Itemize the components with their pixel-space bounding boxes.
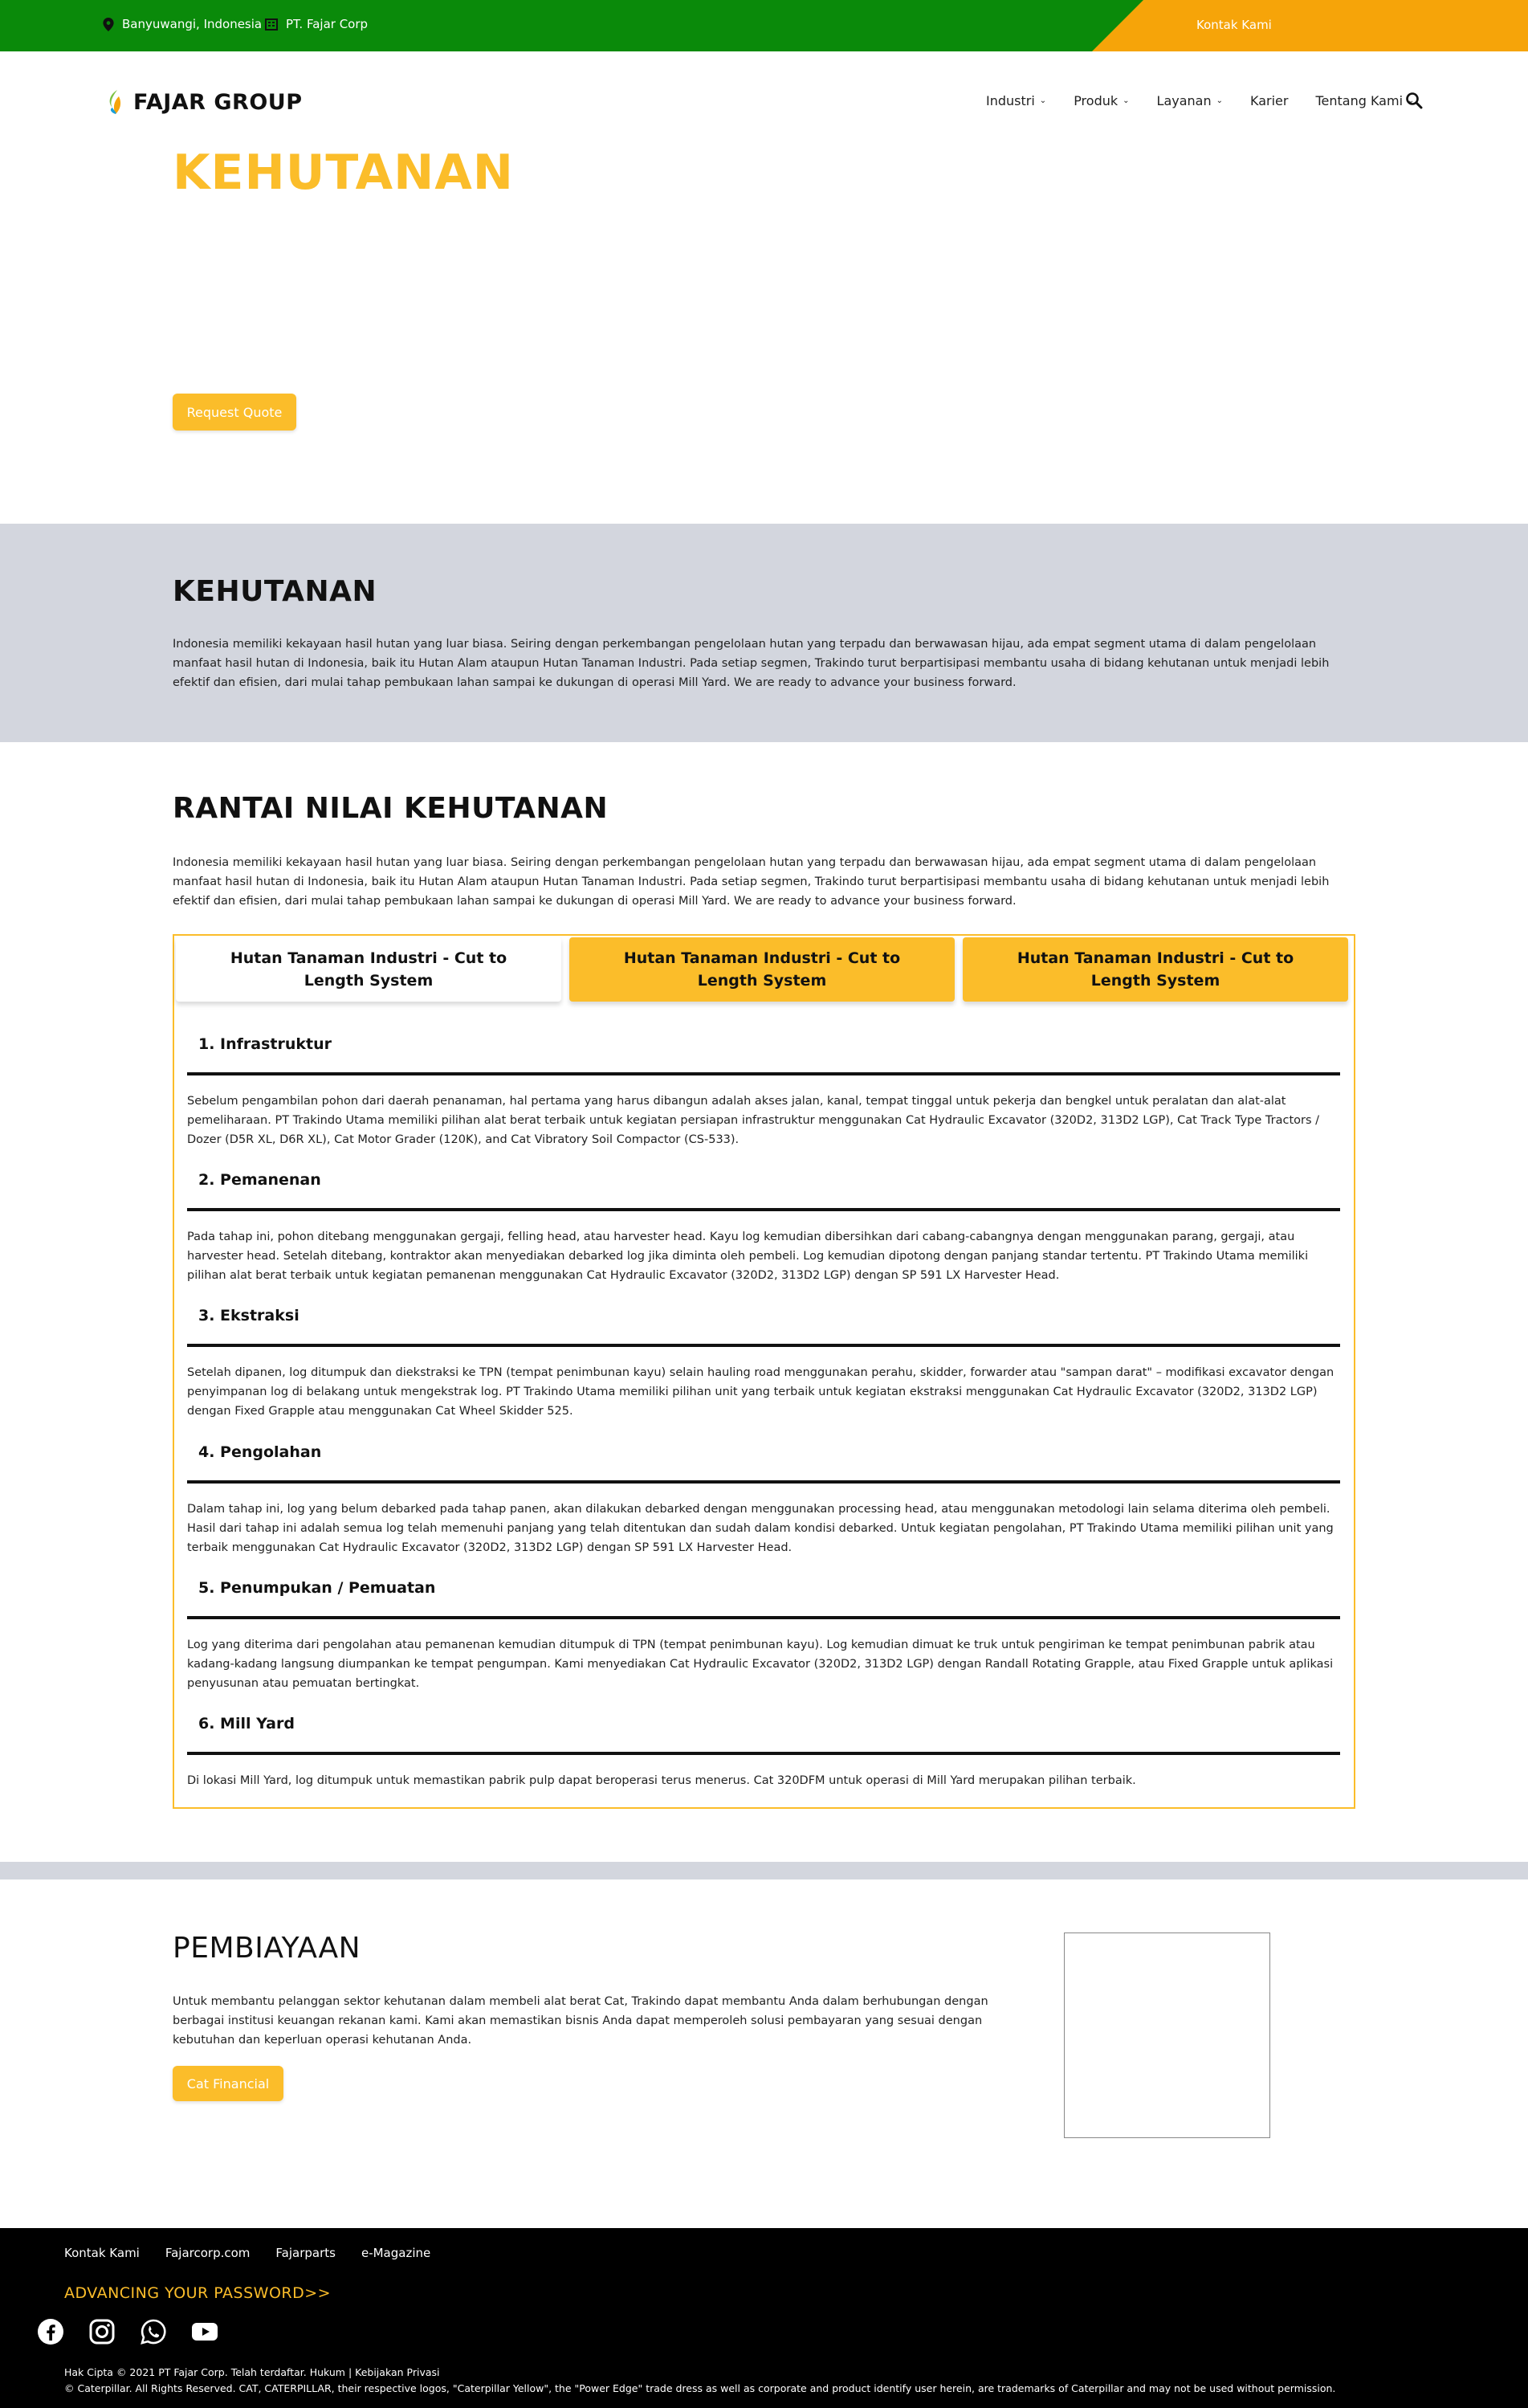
company-text: PT. Fajar Corp (286, 17, 369, 31)
value-chain-tabs (173, 934, 1355, 1809)
footer-links (64, 2246, 430, 2260)
menu-karier[interactable] (1250, 93, 1288, 108)
tab-cut-to-length-3[interactable]: Hutan Tanaman Industri - Cut to Length System (963, 937, 1348, 1002)
top-bar (0, 0, 1528, 51)
divider (187, 1208, 1340, 1211)
intro-section (0, 524, 1528, 742)
chevron-down-icon: ⌄ (1039, 96, 1047, 105)
step-heading: 5. Penumpukan / Pemuatan (198, 1579, 436, 1597)
divider (187, 1344, 1340, 1347)
contact-panel (1092, 0, 1528, 51)
cat-financial-button[interactable]: Cat Financial (173, 2066, 283, 2101)
intro-title: KEHUTANAN (173, 575, 377, 608)
footer-tagline[interactable]: ADVANCING YOUR PASSWORD>> (64, 2284, 332, 2302)
logo-text: FAJAR GROUP (133, 89, 303, 115)
tab-cut-to-length-2[interactable]: Hutan Tanaman Industri - Cut to Length System (569, 937, 955, 1002)
footer-link-fajarparts[interactable]: Fajarparts (275, 2246, 336, 2260)
building-icon (265, 18, 278, 31)
chevron-down-icon: ⌄ (1408, 96, 1415, 105)
search-icon[interactable] (1405, 92, 1423, 109)
social-icons (37, 2318, 218, 2345)
footer-link-emagazine[interactable]: e-Magazine (361, 2246, 431, 2260)
financing-image (1064, 1933, 1270, 2138)
step-text: Setelah dipanen, log ditumpuk dan diekstraksi ke TPN (tempat penimbunan kayu) selain hauling road menggunakan perahu, skidder, forwarder atau "sampan darat" – modifikasi excavator dengan penyimpanan log di belakang untuk mengekstrak log. PT Trakindo Utama memiliki pilihan unit yang terbaik untuk kegiatan ekstraksi menggunakan Cat Hydraulic Excavator (320D2, 313D2 LGP) dengan Fixed Grapple atau menggunakan Cat Wheel Skidder 525. (187, 1366, 1334, 1418)
step-text: Log yang diterima dari pengolahan atau pemanenan kemudian ditumpuk di TPN (tempat penimbunan kayu). Log kemudian dimuat ke truk untuk pengiriman ke tempat penimbunan pabrik atau kadang-kadang langsung diumpankan ke tempat pengumpan. Kami menyediakan Cat Hydraulic Excavator (320D2, 313D2 LGP) dengan Randall Rotating Grapple, atau Fixed Grapple untuk aplikasi penyusunan atau pemuatan bertingkat. (187, 1639, 1334, 1690)
trademark-notice: © Caterpillar. All Rights Reserved. CAT, CATERPILLAR, their respective logos, "Caterpillar Yellow", the "Power Edge" trade dress as well as corporate and product identify user herein, are trademarks of Caterpillar and may not be used without permission. (64, 2382, 1336, 2394)
chevron-down-icon: ⌄ (1216, 96, 1223, 105)
map-pin-icon (103, 18, 114, 31)
tab-cut-to-length-1[interactable]: Hutan Tanaman Industri - Cut to Length System (176, 937, 561, 1002)
company (265, 17, 368, 31)
chevron-down-icon: ⌄ (1123, 96, 1130, 105)
menu-label: Layanan (1156, 93, 1212, 108)
menu-tentang-kami[interactable] (1315, 93, 1414, 108)
menu-label: Tentang Kami (1315, 93, 1404, 108)
menu-produk[interactable] (1074, 93, 1129, 108)
step-heading: 3. Ekstraksi (198, 1307, 299, 1324)
instagram-icon[interactable] (88, 2318, 116, 2345)
whatsapp-icon[interactable] (140, 2318, 167, 2345)
menu-layanan[interactable] (1157, 93, 1223, 108)
step-text: Pada tahap ini, pohon ditebang menggunakan gergaji, felling head, atau harvester head. Kayu log kemudian dibersihkan dari cabang-cabangnya dengan menggunakan parang, gergaji, atau harvester head. Setelah ditebang, kontraktor akan menyediakan debarked log jika diminta oleh pembeli. Log kemudian dipotong dengan panjang standar tertentu. PT Trakindo Utama memiliki pilihan alat berat terbaik untuk kegiatan pemanenan menggunakan Cat Hydraulic Excavator (320D2, 313D2 LGP) dengan SP 591 LX Harvester Head. (187, 1231, 1309, 1282)
location-text: Banyuwangi, Indonesia (122, 17, 263, 31)
step-text: Dalam tahap ini, log yang belum debarked pada tahap panen, akan dilakukan debarked dengan menggunakan processing head, atau menggunakan metodologi lain selama diterima oleh pembeli. Hasil dari tahap ini adalah semua log telah memenuhi panjang yang telah ditentukan dan sudah dalam kondisi debarked. Untuk kegiatan pengolahan, PT Trakindo Utama memiliki pilihan unit yang terbaik menggunakan Cat Hydraulic Excavator (320D2, 313D2 LGP) dengan SP 591 LX Harvester Head. (187, 1503, 1334, 1554)
value-chain-text: Indonesia memiliki kekayaan hasil hutan yang luar biasa. Seiring dengan perkembangan pengelolaan hutan yang terpadu dan berwawasan hijau, ada empat segment utama di dalam pengelolaan manfaat hasil hutan di Indonesia, baik itu Hutan Alam ataupun Hutan Tanaman Industri. Pada setiap segmen, Trakindo turut berpartisipasi membantu usaha di bidang kehutanan untuk menjadi lebih efektif dan efisien, dari mulai tahap pembukaan lahan sampai ke dukungan di operasi Mill Yard. We are ready to advance your business forward. (173, 856, 1330, 908)
intro-text: Indonesia memiliki kekayaan hasil hutan yang luar biasa. Seiring dengan perkembangan pengelolaan hutan yang terpadu dan berwawasan hijau, ada empat segment utama di dalam pengelolaan manfaat hasil hutan di Indonesia, baik itu Hutan Alam ataupun Hutan Tanaman Industri. Pada setiap segmen, Trakindo turut berpartisipasi membantu usaha di bidang kehutanan untuk menjadi lebih efektif dan efisien, dari mulai tahap pembukaan lahan sampai ke dukungan di operasi Mill Yard. We are ready to advance your business forward. (173, 638, 1330, 689)
hero-title: KEHUTANAN (173, 145, 514, 201)
main-menu (986, 93, 1414, 108)
divider (187, 1480, 1340, 1484)
location (103, 17, 262, 31)
contact-link[interactable]: Kontak Kami (1196, 18, 1272, 32)
menu-label: Karier (1250, 93, 1289, 108)
menu-label: Industri (986, 93, 1035, 108)
footer-link-fajarcorp[interactable]: Fajarcorp.com (165, 2246, 251, 2260)
footer (0, 2228, 1528, 2408)
step-heading: 1. Infrastruktur (198, 1035, 332, 1053)
logo-mark-icon (104, 88, 125, 116)
divider (187, 1072, 1340, 1075)
value-chain-title: RANTAI NILAI KEHUTANAN (173, 792, 609, 825)
copyright: Hak Cipta © 2021 PT Fajar Corp. Telah terdaftar. Hukum | Kebijakan Privasi (64, 2366, 440, 2378)
step-heading: 2. Pemanenan (198, 1171, 321, 1189)
step-heading: 4. Pengolahan (198, 1443, 322, 1461)
navbar (0, 51, 1528, 156)
section-divider-band (0, 1862, 1528, 1879)
step-heading: 6. Mill Yard (198, 1715, 295, 1733)
step-text: Di lokasi Mill Yard, log ditumpuk untuk memastikan pabrik pulp dapat beroperasi terus menerus. Cat 320DFM untuk operasi di Mill Yard merupakan pilihan terbaik. (187, 1774, 1136, 1787)
facebook-icon[interactable] (37, 2318, 64, 2345)
step-text: Sebelum pengambilan pohon dari daerah penanaman, hal pertama yang harus dibangun adalah akses jalan, kanal, tempat tinggal untuk pekerja dan bengkel untuk peralatan dan alat-alat pemeliharaan. PT Trakindo Utama memiliki pilihan alat berat terbaik untuk kegiatan persiapan infrastruktur menggunakan Cat Hydraulic Excavator (320D2, 313D2 LGP), Cat Track Type Tractors / Dozer (D5R XL, D6R XL), Cat Motor Grader (120K), and Cat Vibratory Soil Compactor (CS-533). (187, 1095, 1320, 1146)
divider (187, 1752, 1340, 1755)
divider (187, 1616, 1340, 1619)
footer-link-kontak[interactable]: Kontak Kami (64, 2246, 140, 2260)
financing-title: PEMBIAYAAN (173, 1932, 361, 1965)
financing-text: Untuk membantu pelanggan sektor kehutanan dalam membeli alat berat Cat, Trakindo dapat membantu Anda dalam berhubungan dengan berbagai institusi keuangan rekanan kami. Kami akan memastikan bisnis Anda dapat memperoleh solusi pembayaran yang sesuai dengan kebutuhan dan keperluan operasi kehutanan Anda. (173, 1995, 988, 2047)
request-quote-button[interactable]: Request Quote (173, 394, 296, 431)
menu-label: Produk (1074, 93, 1118, 108)
youtube-icon[interactable] (191, 2318, 218, 2345)
menu-industri[interactable] (986, 93, 1046, 108)
logo[interactable] (104, 88, 303, 116)
